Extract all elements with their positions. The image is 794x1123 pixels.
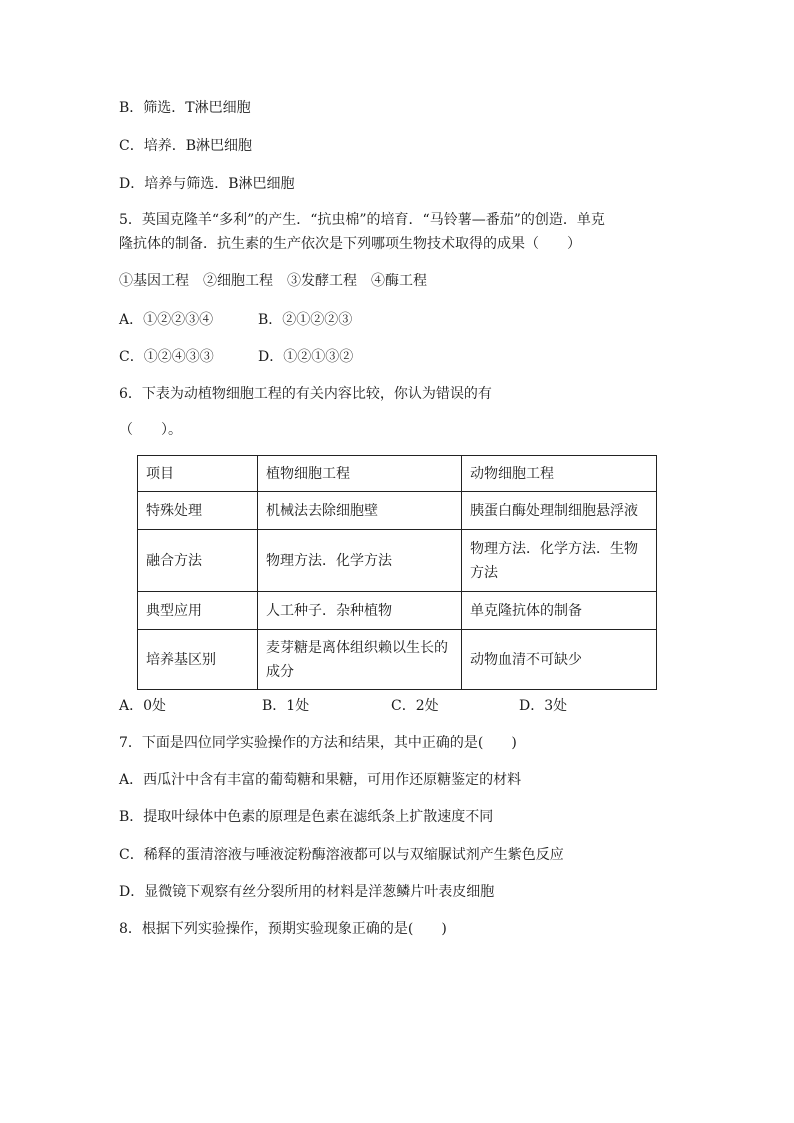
q7-option-c: C．稀释的蛋清溶液与唾液淀粉酶溶液都可以与双缩脲试剂产生紫色反应 bbox=[119, 847, 564, 863]
q6-stem-line1: 6．下表为动植物细胞工程的有关内容比较，你认为错误的有 bbox=[119, 386, 492, 402]
q5-option-d: D．①②①③② bbox=[258, 349, 354, 365]
table-cell: 麦芽糖是离体组织赖以生长的成分 bbox=[258, 630, 462, 690]
table-cell: 机械法去除细胞壁 bbox=[258, 492, 462, 530]
table-cell: 特殊处理 bbox=[138, 492, 258, 530]
q7-option-b: B．提取叶绿体中色素的原理是色素在滤纸条上扩散速度不同 bbox=[119, 809, 494, 825]
table-header-cell: 动物细胞工程 bbox=[462, 456, 657, 492]
table-cell: 典型应用 bbox=[138, 592, 258, 630]
table-header-cell: 项目 bbox=[138, 456, 258, 492]
q5-options-row2 bbox=[119, 347, 353, 367]
q4-option-b: B．筛选．T淋巴细胞 bbox=[119, 100, 251, 116]
q6-options-row bbox=[119, 696, 567, 716]
table-cell: 单克隆抗体的制备 bbox=[462, 592, 657, 630]
q5-items: ①基因工程 ②细胞工程 ③发酵工程 ④酶工程 bbox=[119, 273, 427, 289]
table-header-cell: 植物细胞工程 bbox=[258, 456, 462, 492]
table-cell: 人工种子．杂种植物 bbox=[258, 592, 462, 630]
table-header-row bbox=[138, 456, 657, 492]
q6-option-a: A．0处 bbox=[119, 698, 167, 714]
table-cell: 动物血清不可缺少 bbox=[462, 630, 657, 690]
q7-option-a: A．西瓜汁中含有丰富的葡萄糖和果糖，可用作还原糖鉴定的材料 bbox=[119, 772, 522, 788]
q6-option-c: C．2处 bbox=[391, 698, 439, 714]
q5-option-b: B．②①②②③ bbox=[258, 312, 353, 328]
table-row bbox=[138, 630, 657, 690]
table-cell: 胰蛋白酶处理制细胞悬浮液 bbox=[462, 492, 657, 530]
table-cell: 融合方法 bbox=[138, 530, 258, 592]
table-cell: 物理方法．化学方法 bbox=[258, 530, 462, 592]
q4-option-d: D．培养与筛选．B淋巴细胞 bbox=[119, 176, 295, 192]
comparison-table bbox=[137, 455, 657, 690]
q5-stem-line2: 隆抗体的制备．抗生素的生产依次是下列哪项生物技术取得的成果（ ） bbox=[119, 236, 581, 252]
q5-stem-line1: 5．英国克隆羊“多利”的产生．“抗虫棉”的培育．“马铃薯—番茄”的创造．单克 bbox=[119, 212, 605, 228]
q7-option-d: D．显微镜下观察有丝分裂所用的材料是洋葱鳞片叶表皮细胞 bbox=[119, 884, 495, 900]
table-cell: 物理方法．化学方法．生物方法 bbox=[462, 530, 657, 592]
q6-option-d: D．3处 bbox=[519, 698, 568, 714]
table-row bbox=[138, 592, 657, 630]
q7-stem: 7．下面是四位同学实验操作的方法和结果，其中正确的是( ) bbox=[119, 735, 517, 751]
q5-option-a: A．①②②③④ bbox=[119, 312, 214, 328]
q8-stem: 8．根据下列实验操作，预期实验现象正确的是( ) bbox=[119, 921, 447, 937]
table-cell: 培养基区别 bbox=[138, 630, 258, 690]
q4-option-c: C．培养．B淋巴细胞 bbox=[119, 138, 252, 154]
table-row bbox=[138, 530, 657, 592]
q6-stem-line2: （ ）。 bbox=[119, 422, 182, 438]
q5-option-c: C．①②④③③ bbox=[119, 349, 214, 365]
table-row bbox=[138, 492, 657, 530]
q5-options-row1 bbox=[119, 310, 352, 330]
q6-option-b: B．1处 bbox=[262, 698, 310, 714]
